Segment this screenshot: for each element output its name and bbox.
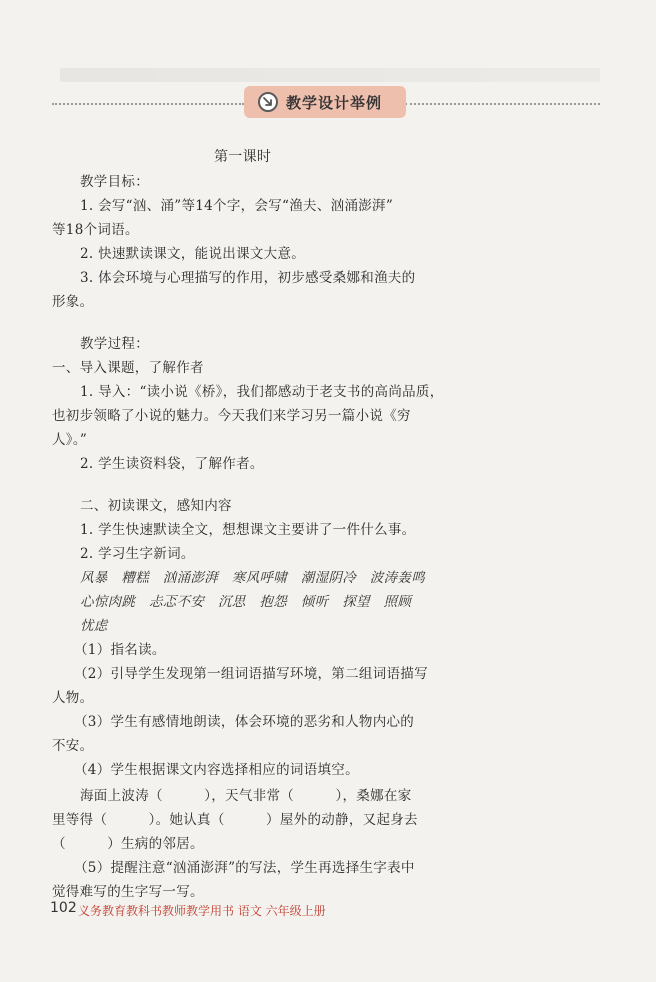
process-heading: 教学过程： — [80, 336, 149, 352]
part-1-item-1-line-1: 1. 导入：“读小说《桥》，我们都感动于老支书的高尚品质， — [80, 384, 444, 400]
step-3-line-1: （3）学生有感情地朗读，体会环境的恶劣和人物内心的 — [74, 714, 415, 730]
part-1-item-2: 2. 学生读资料袋，了解作者。 — [80, 456, 264, 472]
fill-blank-line-3: （ ）生病的邻居。 — [52, 836, 204, 852]
section-title: 教学设计举例 — [286, 93, 383, 112]
part-1-heading: 一、导入课题，了解作者 — [52, 360, 204, 376]
part-2-item-2: 2. 学习生字新词。 — [80, 546, 195, 562]
step-1: （1）指名读。 — [74, 642, 166, 658]
dotted-rule-left — [52, 103, 244, 105]
step-5-line-2: 觉得难写的生字写一写。 — [52, 884, 204, 900]
fill-blank-line-1: 海面上波涛（ ），天气非常（ ），桑娜在家 — [80, 788, 412, 804]
part-2-heading: 二、初读课文，感知内容 — [80, 498, 232, 514]
arrow-circle-icon — [258, 92, 278, 112]
part-1-item-1-line-2: 也初步领略了小说的魅力。今天我们来学习另一篇小说《穷 — [52, 408, 411, 424]
vocab-line-3: 忧虑 — [80, 618, 108, 634]
page-number: 102 — [50, 900, 77, 916]
section-header-badge — [244, 86, 406, 118]
objective-1-line-1: 1. 会写“汹、涌”等14个字，会写“渔夫、汹涌澎湃” — [80, 198, 394, 214]
objective-2: 2. 快速默读课文，能说出课文大意。 — [80, 246, 306, 262]
objectives-heading: 教学目标： — [80, 174, 149, 190]
lesson-title: 第一课时 — [214, 149, 272, 165]
bleed-through-shadow — [60, 68, 600, 82]
objective-3-line-2: 形象。 — [52, 294, 94, 310]
fill-blank-line-2: 里等得（ ）。她认真（ ）屋外的动静，又起身去 — [52, 812, 418, 828]
vocab-line-1: 风暴 糟糕 汹涌澎湃 寒风呼啸 潮湿阴冷 波涛轰鸣 — [80, 570, 425, 586]
part-1-item-1-line-3: 人》。” — [52, 432, 88, 448]
step-2-line-1: （2）引导学生发现第一组词语描写环境，第二组词语描写 — [74, 666, 428, 682]
part-2-item-1: 1. 学生快速默读全文，想想课文主要讲了一件什么事。 — [80, 522, 416, 538]
step-5-line-1: （5）提醒注意“汹涌澎湃”的写法，学生再选择生字表中 — [74, 860, 415, 876]
objective-1-line-2: 等18个词语。 — [52, 222, 139, 238]
objective-3-line-1: 3. 体会环境与心理描写的作用，初步感受桑娜和渔夫的 — [80, 270, 416, 286]
dotted-rule-right — [405, 103, 600, 105]
book-title-footer: 义务教育教科书教师教学用书 语文 六年级上册 — [78, 904, 326, 918]
step-4: （4）学生根据课文内容选择相应的词语填空。 — [74, 762, 359, 778]
step-2-line-2: 人物。 — [52, 690, 94, 706]
step-3-line-2: 不安。 — [52, 738, 94, 754]
vocab-line-2: 心惊肉跳 忐忑不安 沉思 抱怨 倾听 探望 照顾 — [80, 594, 412, 610]
